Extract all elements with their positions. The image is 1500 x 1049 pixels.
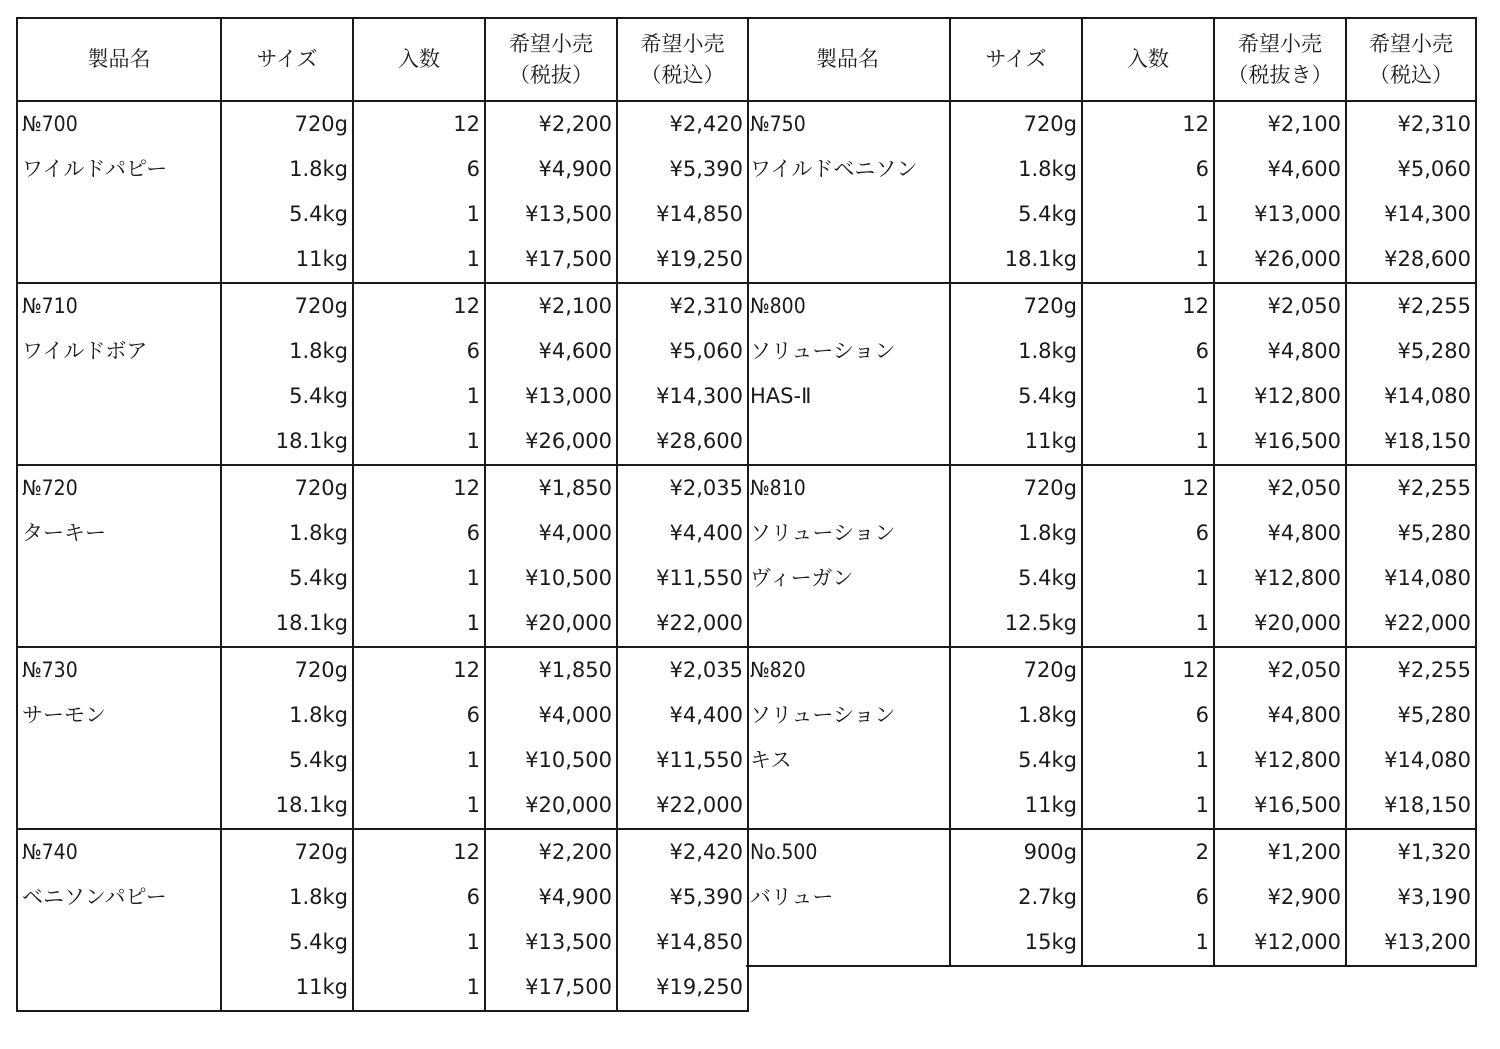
quantity-cell: 6: [353, 693, 485, 738]
product-name-cell: [17, 601, 221, 647]
header-price-inc-tax: [1346, 18, 1476, 101]
product-name-cell: ソリューション: [746, 511, 950, 556]
price-ex-tax-cell: ¥2,050: [1214, 283, 1346, 329]
price-ex-tax-cell: ¥4,600: [485, 329, 617, 374]
product-name-cell: ヴィーガン: [746, 556, 950, 601]
table-row: [746, 647, 1476, 693]
price-inc-tax-cell: ¥13,200: [1346, 920, 1476, 966]
table-row: [17, 601, 748, 647]
size-cell: 1.8kg: [221, 147, 353, 192]
size-cell: 720g: [950, 647, 1082, 693]
product-name-cell: №810: [746, 465, 950, 511]
price-inc-tax-cell: ¥14,080: [1346, 374, 1476, 419]
price-inc-tax-cell: ¥22,000: [617, 601, 748, 647]
size-cell: 720g: [221, 465, 353, 511]
quantity-cell: 1: [1082, 601, 1214, 647]
size-cell: 11kg: [221, 965, 353, 1011]
price-inc-tax-cell: ¥14,850: [617, 192, 748, 237]
table-row: [746, 465, 1476, 511]
size-cell: 1.8kg: [221, 693, 353, 738]
product-name-cell: [17, 965, 221, 1011]
table-row: [17, 329, 748, 374]
header-line: 希望小売: [1238, 31, 1322, 56]
price-inc-tax-cell: ¥22,000: [617, 783, 748, 829]
table-row: [746, 829, 1476, 875]
size-cell: 2.7kg: [950, 875, 1082, 920]
quantity-cell: 1: [353, 237, 485, 283]
quantity-cell: 6: [1082, 693, 1214, 738]
product-name-cell: №710: [17, 283, 221, 329]
size-cell: 12.5kg: [950, 601, 1082, 647]
quantity-cell: 12: [353, 283, 485, 329]
size-cell: 720g: [221, 829, 353, 875]
product-name-cell: [746, 601, 950, 647]
price-inc-tax-cell: ¥5,390: [617, 147, 748, 192]
size-cell: 720g: [221, 101, 353, 147]
product-name-cell: No.500: [746, 829, 950, 875]
size-cell: 720g: [950, 465, 1082, 511]
header-price-ex-tax: [485, 18, 617, 101]
size-cell: 5.4kg: [221, 738, 353, 783]
product-name-cell: [17, 192, 221, 237]
product-name-cell: サーモン: [17, 693, 221, 738]
header-product-name: 製品名: [17, 18, 221, 101]
product-name-cell: №720: [17, 465, 221, 511]
price-ex-tax-cell: ¥12,800: [1214, 556, 1346, 601]
price-inc-tax-cell: ¥2,035: [617, 647, 748, 693]
table-row: [746, 920, 1476, 966]
price-inc-tax-cell: ¥3,190: [1346, 875, 1476, 920]
table-row: [17, 283, 748, 329]
price-ex-tax-cell: ¥1,850: [485, 647, 617, 693]
quantity-cell: 1: [353, 920, 485, 965]
header-line: 希望小売: [1369, 31, 1453, 56]
price-inc-tax-cell: ¥2,420: [617, 829, 748, 875]
size-cell: 1.8kg: [950, 147, 1082, 192]
size-cell: 720g: [221, 283, 353, 329]
quantity-cell: 1: [353, 601, 485, 647]
price-ex-tax-cell: ¥16,500: [1214, 783, 1346, 829]
price-inc-tax-cell: ¥14,080: [1346, 738, 1476, 783]
quantity-cell: 1: [1082, 419, 1214, 465]
header-line: （税抜）: [509, 62, 593, 87]
header-line: （税込）: [1369, 62, 1453, 87]
price-inc-tax-cell: ¥5,280: [1346, 511, 1476, 556]
price-ex-tax-cell: ¥20,000: [1214, 601, 1346, 647]
quantity-cell: 12: [1082, 101, 1214, 147]
price-ex-tax-cell: ¥2,100: [485, 283, 617, 329]
price-ex-tax-cell: ¥4,000: [485, 511, 617, 556]
price-ex-tax-cell: ¥13,000: [1214, 192, 1346, 237]
table-row: [17, 783, 748, 829]
size-cell: 5.4kg: [950, 374, 1082, 419]
header-price-inc-tax: [617, 18, 748, 101]
price-ex-tax-cell: ¥26,000: [485, 419, 617, 465]
size-cell: 18.1kg: [221, 601, 353, 647]
product-name-cell: ワイルドボア: [17, 329, 221, 374]
price-inc-tax-cell: ¥2,310: [617, 283, 748, 329]
product-name-cell: [17, 237, 221, 283]
quantity-cell: 1: [1082, 374, 1214, 419]
header-quantity: 入数: [1082, 18, 1214, 101]
quantity-cell: 12: [1082, 465, 1214, 511]
table-row: [746, 237, 1476, 283]
size-cell: 18.1kg: [950, 237, 1082, 283]
header-size: サイズ: [950, 18, 1082, 101]
product-name-cell: [17, 920, 221, 965]
price-ex-tax-cell: ¥13,500: [485, 920, 617, 965]
price-inc-tax-cell: ¥5,280: [1346, 693, 1476, 738]
price-ex-tax-cell: ¥1,200: [1214, 829, 1346, 875]
size-cell: 5.4kg: [950, 556, 1082, 601]
price-inc-tax-cell: ¥18,150: [1346, 419, 1476, 465]
price-inc-tax-cell: ¥1,320: [1346, 829, 1476, 875]
price-ex-tax-cell: ¥4,800: [1214, 329, 1346, 374]
quantity-cell: 6: [1082, 511, 1214, 556]
price-ex-tax-cell: ¥17,500: [485, 965, 617, 1011]
product-name-cell: HAS-Ⅱ: [746, 374, 950, 419]
price-ex-tax-cell: ¥2,900: [1214, 875, 1346, 920]
product-name-cell: ワイルドパピー: [17, 147, 221, 192]
price-inc-tax-cell: ¥2,310: [1346, 101, 1476, 147]
product-name-cell: [17, 556, 221, 601]
product-name-cell: [746, 920, 950, 966]
price-inc-tax-cell: ¥28,600: [617, 419, 748, 465]
price-table-left: [16, 17, 749, 1012]
product-name-cell: №700: [17, 101, 221, 147]
size-cell: 720g: [950, 283, 1082, 329]
table-row: [746, 875, 1476, 920]
quantity-cell: 2: [1082, 829, 1214, 875]
table-row: [746, 783, 1476, 829]
table-row: [17, 693, 748, 738]
price-inc-tax-cell: ¥4,400: [617, 511, 748, 556]
price-ex-tax-cell: ¥4,000: [485, 693, 617, 738]
product-name-cell: №750: [746, 101, 950, 147]
price-table-right: [746, 17, 1477, 967]
table-row: [746, 147, 1476, 192]
quantity-cell: 1: [353, 419, 485, 465]
quantity-cell: 6: [353, 511, 485, 556]
price-ex-tax-cell: ¥17,500: [485, 237, 617, 283]
quantity-cell: 1: [1082, 738, 1214, 783]
price-ex-tax-cell: ¥2,100: [1214, 101, 1346, 147]
quantity-cell: 1: [353, 556, 485, 601]
price-inc-tax-cell: ¥4,400: [617, 693, 748, 738]
table-row: [746, 693, 1476, 738]
quantity-cell: 6: [353, 329, 485, 374]
product-name-cell: ソリューション: [746, 693, 950, 738]
size-cell: 5.4kg: [221, 556, 353, 601]
price-inc-tax-cell: ¥14,300: [1346, 192, 1476, 237]
price-inc-tax-cell: ¥2,255: [1346, 465, 1476, 511]
table-row: [746, 374, 1476, 419]
product-name-cell: №800: [746, 283, 950, 329]
price-inc-tax-cell: ¥28,600: [1346, 237, 1476, 283]
price-inc-tax-cell: ¥18,150: [1346, 783, 1476, 829]
price-inc-tax-cell: ¥5,390: [617, 875, 748, 920]
header-line: （税抜き）: [1227, 62, 1333, 87]
price-ex-tax-cell: ¥4,900: [485, 875, 617, 920]
price-ex-tax-cell: ¥16,500: [1214, 419, 1346, 465]
product-name-cell: [746, 783, 950, 829]
product-name-cell: ワイルドベニソン: [746, 147, 950, 192]
table-row: [17, 147, 748, 192]
size-cell: 5.4kg: [950, 192, 1082, 237]
header-product-name: 製品名: [746, 18, 950, 101]
product-name-cell: ターキー: [17, 511, 221, 556]
price-inc-tax-cell: ¥5,280: [1346, 329, 1476, 374]
table-row: [17, 556, 748, 601]
product-name-cell: [17, 738, 221, 783]
quantity-cell: 12: [353, 101, 485, 147]
price-inc-tax-cell: ¥22,000: [1346, 601, 1476, 647]
quantity-cell: 1: [353, 783, 485, 829]
price-ex-tax-cell: ¥4,600: [1214, 147, 1346, 192]
table-row: [17, 920, 748, 965]
size-cell: 720g: [221, 647, 353, 693]
size-cell: 1.8kg: [221, 511, 353, 556]
table-row: [17, 419, 748, 465]
price-ex-tax-cell: ¥4,800: [1214, 693, 1346, 738]
price-ex-tax-cell: ¥10,500: [485, 556, 617, 601]
size-cell: 18.1kg: [221, 419, 353, 465]
quantity-cell: 6: [1082, 875, 1214, 920]
price-ex-tax-cell: ¥12,000: [1214, 920, 1346, 966]
price-ex-tax-cell: ¥4,800: [1214, 511, 1346, 556]
quantity-cell: 12: [353, 647, 485, 693]
product-name-cell: №730: [17, 647, 221, 693]
quantity-cell: 1: [1082, 783, 1214, 829]
quantity-cell: 6: [1082, 329, 1214, 374]
table-row: [17, 237, 748, 283]
table-row: [17, 101, 748, 147]
size-cell: 1.8kg: [950, 511, 1082, 556]
product-name-cell: [17, 783, 221, 829]
size-cell: 15kg: [950, 920, 1082, 966]
size-cell: 11kg: [950, 419, 1082, 465]
price-ex-tax-cell: ¥13,000: [485, 374, 617, 419]
quantity-cell: 1: [1082, 556, 1214, 601]
table-row: [17, 738, 748, 783]
header-line: （税込）: [640, 62, 725, 87]
quantity-cell: 12: [1082, 647, 1214, 693]
price-inc-tax-cell: ¥11,550: [617, 738, 748, 783]
price-inc-tax-cell: ¥11,550: [617, 556, 748, 601]
quantity-cell: 6: [353, 147, 485, 192]
product-name-cell: №820: [746, 647, 950, 693]
price-ex-tax-cell: ¥13,500: [485, 192, 617, 237]
price-inc-tax-cell: ¥2,255: [1346, 647, 1476, 693]
size-cell: 720g: [950, 101, 1082, 147]
price-inc-tax-cell: ¥5,060: [617, 329, 748, 374]
table-row: [17, 374, 748, 419]
price-ex-tax-cell: ¥2,050: [1214, 465, 1346, 511]
price-inc-tax-cell: ¥2,255: [1346, 283, 1476, 329]
price-inc-tax-cell: ¥19,250: [617, 237, 748, 283]
price-ex-tax-cell: ¥2,050: [1214, 647, 1346, 693]
price-ex-tax-cell: ¥26,000: [1214, 237, 1346, 283]
quantity-cell: 12: [353, 465, 485, 511]
product-name-cell: [746, 192, 950, 237]
product-name-cell: [746, 237, 950, 283]
price-ex-tax-cell: ¥12,800: [1214, 374, 1346, 419]
price-ex-tax-cell: ¥1,850: [485, 465, 617, 511]
size-cell: 1.8kg: [221, 329, 353, 374]
size-cell: 5.4kg: [221, 920, 353, 965]
price-ex-tax-cell: ¥12,800: [1214, 738, 1346, 783]
table-row: [17, 192, 748, 237]
table-row: [17, 511, 748, 556]
header-price-ex-tax: [1214, 18, 1346, 101]
table-row: [746, 556, 1476, 601]
price-inc-tax-cell: ¥14,080: [1346, 556, 1476, 601]
table-row: [746, 101, 1476, 147]
quantity-cell: 1: [353, 192, 485, 237]
product-name-cell: [17, 374, 221, 419]
header-size: サイズ: [221, 18, 353, 101]
size-cell: 11kg: [950, 783, 1082, 829]
table-row: [17, 465, 748, 511]
quantity-cell: 6: [1082, 147, 1214, 192]
quantity-cell: 12: [353, 829, 485, 875]
price-inc-tax-cell: ¥19,250: [617, 965, 748, 1011]
size-cell: 11kg: [221, 237, 353, 283]
product-name-cell: [17, 419, 221, 465]
price-inc-tax-cell: ¥5,060: [1346, 147, 1476, 192]
quantity-cell: 1: [353, 738, 485, 783]
price-ex-tax-cell: ¥2,200: [485, 829, 617, 875]
table-row: [746, 192, 1476, 237]
table-row: [17, 829, 748, 875]
size-cell: 1.8kg: [950, 693, 1082, 738]
table-row: [17, 647, 748, 693]
quantity-cell: 1: [353, 965, 485, 1011]
price-ex-tax-cell: ¥20,000: [485, 783, 617, 829]
quantity-cell: 1: [353, 374, 485, 419]
price-inc-tax-cell: ¥2,035: [617, 465, 748, 511]
quantity-cell: 6: [353, 875, 485, 920]
price-inc-tax-cell: ¥14,300: [617, 374, 748, 419]
price-inc-tax-cell: ¥2,420: [617, 101, 748, 147]
table-row: [746, 329, 1476, 374]
table-row: [746, 601, 1476, 647]
table-row: [746, 511, 1476, 556]
table-row: [17, 875, 748, 920]
product-name-cell: ベニソンパピー: [17, 875, 221, 920]
header-line: 希望小売: [640, 31, 725, 56]
product-name-cell: [746, 419, 950, 465]
size-cell: 5.4kg: [221, 374, 353, 419]
product-name-cell: ソリューション: [746, 329, 950, 374]
header-row: [746, 18, 1476, 101]
header-row: [17, 18, 748, 101]
size-cell: 1.8kg: [950, 329, 1082, 374]
size-cell: 5.4kg: [221, 192, 353, 237]
product-name-cell: №740: [17, 829, 221, 875]
price-inc-tax-cell: ¥14,850: [617, 920, 748, 965]
quantity-cell: 1: [1082, 920, 1214, 966]
table-row: [746, 738, 1476, 783]
price-ex-tax-cell: ¥4,900: [485, 147, 617, 192]
header-line: 希望小売: [509, 31, 593, 56]
size-cell: 5.4kg: [950, 738, 1082, 783]
price-ex-tax-cell: ¥10,500: [485, 738, 617, 783]
product-name-cell: キス: [746, 738, 950, 783]
quantity-cell: 1: [1082, 192, 1214, 237]
header-quantity: 入数: [353, 18, 485, 101]
table-row: [746, 419, 1476, 465]
price-ex-tax-cell: ¥20,000: [485, 601, 617, 647]
size-cell: 1.8kg: [221, 875, 353, 920]
product-name-cell: バリュー: [746, 875, 950, 920]
price-ex-tax-cell: ¥2,200: [485, 101, 617, 147]
table-row: [17, 965, 748, 1011]
size-cell: 900g: [950, 829, 1082, 875]
quantity-cell: 1: [1082, 237, 1214, 283]
size-cell: 18.1kg: [221, 783, 353, 829]
quantity-cell: 12: [1082, 283, 1214, 329]
table-row: [746, 283, 1476, 329]
